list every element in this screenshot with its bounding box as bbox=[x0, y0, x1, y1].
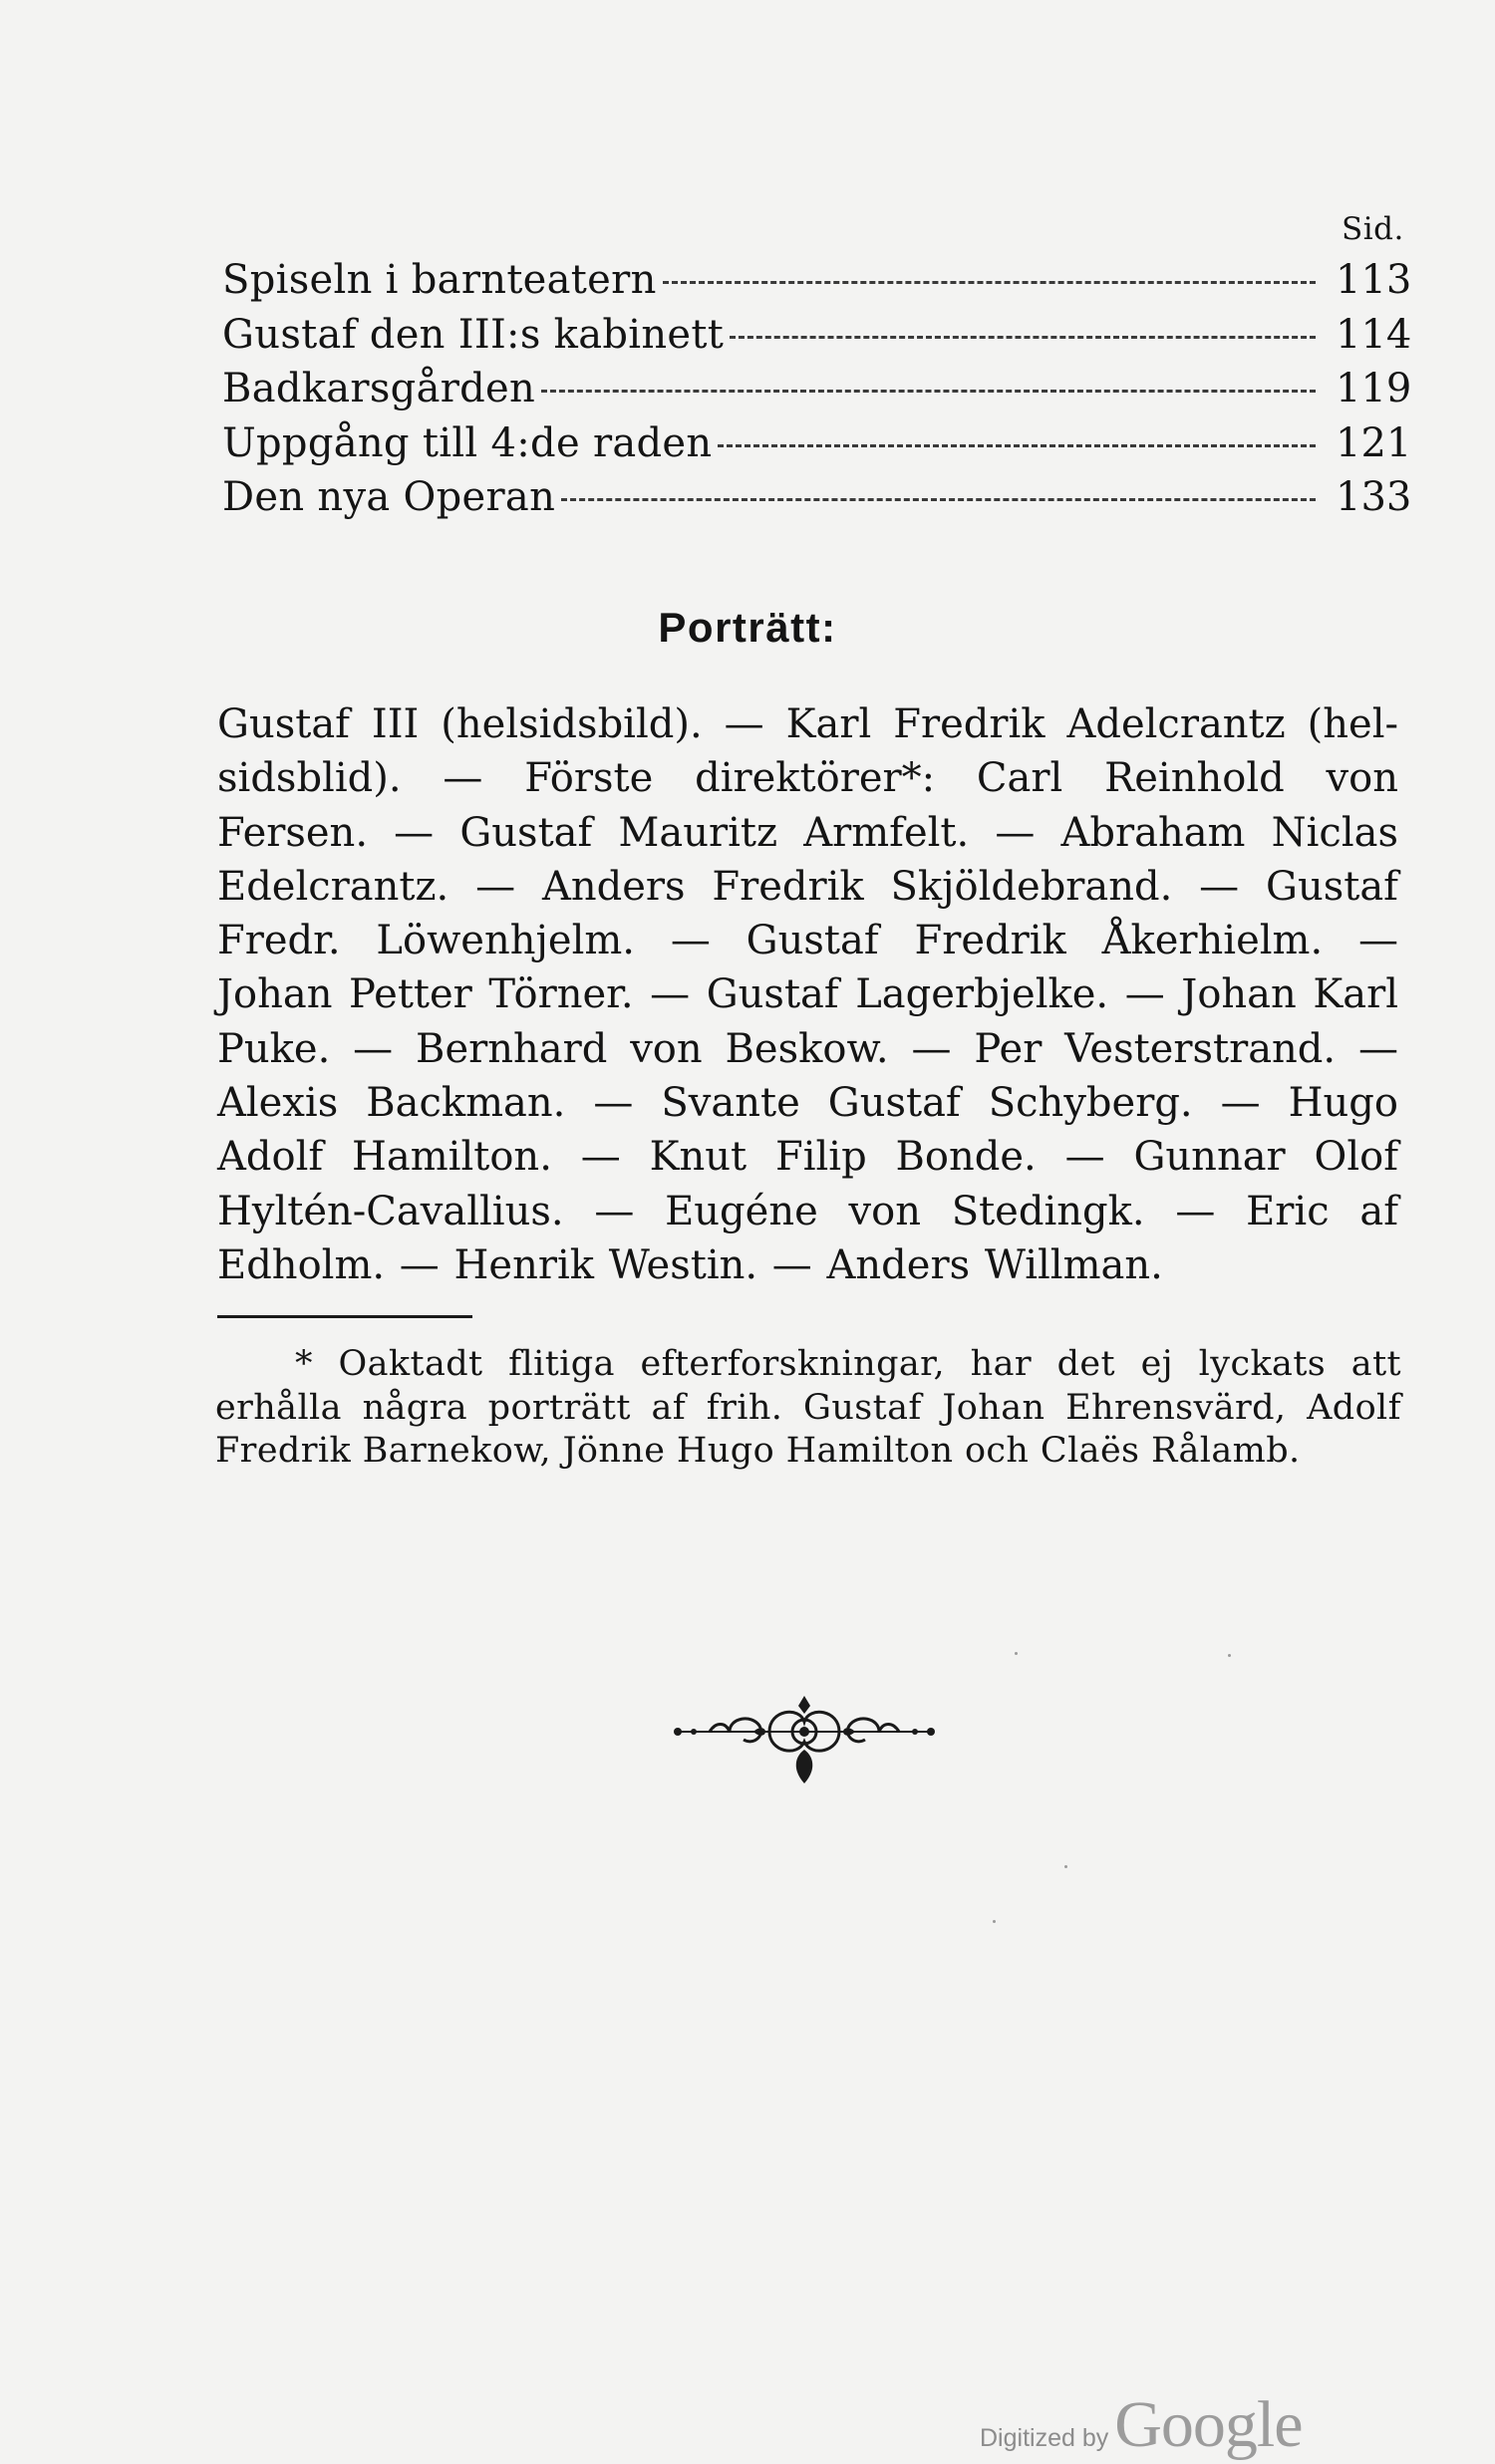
paper-speck bbox=[1228, 1654, 1231, 1657]
toc-entry bbox=[222, 257, 1412, 312]
footnote: * Oaktadt flitiga efterforskningar, har det ej lyckats att erhålla några porträtt af frih. Gustaf Johan Ehrensvärd, Adolf Fredrik Barnekow, Jönne Hugo Hamilton och Claës Rålamb. bbox=[215, 1344, 1401, 1471]
footnote-rule bbox=[217, 1315, 472, 1318]
toc-entry-page: 121 bbox=[1336, 419, 1412, 466]
toc-entry-title: Uppgång till 4:de raden bbox=[222, 419, 713, 466]
watermark-prefix: Digitized by bbox=[980, 2424, 1109, 2452]
toc-entry-title: Spiseln i barnteatern bbox=[222, 257, 657, 303]
toc-entry-title: Gustaf den III:s kabinett bbox=[222, 311, 725, 358]
paper-speck bbox=[993, 1920, 996, 1923]
digitized-by-watermark bbox=[980, 2387, 1303, 2463]
dot-leader bbox=[541, 390, 1316, 393]
google-logo: Google bbox=[1114, 2388, 1303, 2461]
paper-speck bbox=[1064, 1865, 1067, 1868]
section-heading: Porträtt: bbox=[658, 604, 837, 651]
toc-entry-page: 119 bbox=[1336, 366, 1412, 411]
toc-entry bbox=[222, 474, 1412, 529]
toc-entry-title: Den nya Operan bbox=[222, 474, 556, 520]
toc-entry bbox=[222, 311, 1412, 367]
toc-entry-page: 113 bbox=[1336, 257, 1412, 303]
dot-leader bbox=[718, 444, 1316, 447]
dot-leader bbox=[561, 498, 1316, 501]
dot-leader bbox=[730, 336, 1316, 339]
table-of-contents bbox=[222, 257, 1412, 529]
portrait-list-paragraph: Gustaf III (helsidsbild). — Karl Fredrik Adelcrantz (helsidsblid). — Förste direktörer*: Carl Reinhold von Fersen. — Gustaf Mauritz Armfelt. — Abraham Niclas Edelcrantz. — Anders Fredrik Skjöldebrand. — Gustaf Fredr. Löwenhjelm. — Gustaf Fredrik Åkerhielm. — Johan Petter Törner. — Gustaf Lagerbjelke. — Johan Karl Puke. — Bernhard von Beskow. — Per Vesterstrand. — Alexis Backman. — Svante Gustaf Schyberg. — Hugo Adolf Hamilton. — Knut Filip Bonde. — Gunnar Olof Hyltén-Cavallius. — Eugéne von Stedingk. — Eric af Edholm. — Henrik Westin. — Anders Willman. bbox=[217, 701, 1398, 1288]
toc-entry bbox=[222, 419, 1412, 475]
toc-entry-page: 133 bbox=[1336, 474, 1412, 520]
decorative-ornament bbox=[670, 1692, 939, 1787]
toc-entry-title: Badkarsgården bbox=[222, 366, 536, 411]
dot-leader bbox=[663, 281, 1316, 284]
page-column-label: Sid. bbox=[1342, 211, 1404, 247]
toc-entry bbox=[222, 366, 1412, 420]
toc-entry-page: 114 bbox=[1336, 311, 1412, 358]
paper-speck bbox=[1015, 1652, 1018, 1655]
